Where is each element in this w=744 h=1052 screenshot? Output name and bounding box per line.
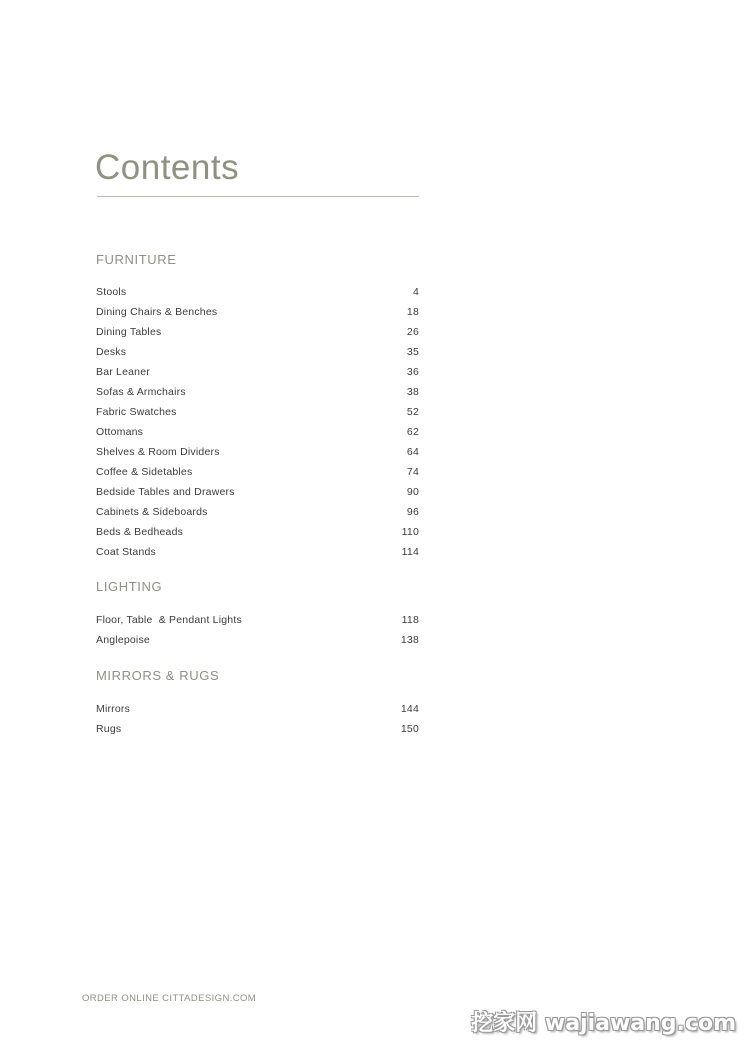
toc-entry-page: 138 bbox=[400, 634, 419, 646]
toc-entry-page: 52 bbox=[406, 406, 419, 418]
toc-entry[interactable] bbox=[96, 402, 419, 422]
toc-entry-page: 26 bbox=[406, 326, 419, 338]
toc-entry-label: Stools bbox=[96, 286, 127, 298]
toc-entry-label: Coat Stands bbox=[96, 546, 156, 558]
toc-entry-label: Shelves & Room Dividers bbox=[96, 446, 220, 458]
toc-entry-label: Ottomans bbox=[96, 426, 144, 438]
toc-entry[interactable] bbox=[96, 630, 419, 650]
section-heading-furniture: FURNITURE bbox=[96, 252, 177, 267]
toc-entry-label: Dining Tables bbox=[96, 326, 162, 338]
section-heading-lighting: LIGHTING bbox=[96, 579, 163, 594]
toc-entry-page: 74 bbox=[406, 466, 419, 478]
toc-entry-page: 35 bbox=[406, 346, 419, 358]
toc-entry[interactable] bbox=[96, 522, 419, 542]
toc-entry[interactable] bbox=[96, 342, 419, 362]
toc-entry-label: Sofas & Armchairs bbox=[96, 386, 186, 398]
toc-entry-label: Cabinets & Sideboards bbox=[96, 506, 208, 518]
toc-entry-page: 36 bbox=[406, 366, 419, 378]
toc-entry-page: 4 bbox=[412, 286, 419, 298]
toc-list-lighting bbox=[96, 610, 419, 650]
toc-entry[interactable] bbox=[96, 699, 419, 719]
toc-entry[interactable] bbox=[96, 422, 419, 442]
toc-entry[interactable] bbox=[96, 382, 419, 402]
toc-entry-page: 18 bbox=[406, 306, 419, 318]
toc-list-mirrors-rugs bbox=[96, 699, 419, 739]
toc-entry[interactable] bbox=[96, 462, 419, 482]
toc-entry[interactable] bbox=[96, 302, 419, 322]
toc-entry-label: Floor, Table & Pendant Lights bbox=[96, 614, 242, 626]
toc-entry-label: Fabric Swatches bbox=[96, 406, 177, 418]
section-heading-mirrors-rugs: MIRRORS & RUGS bbox=[96, 668, 220, 683]
toc-entry-page: 114 bbox=[401, 546, 419, 558]
toc-entry-page: 90 bbox=[406, 486, 419, 498]
toc-entry[interactable] bbox=[96, 610, 419, 630]
toc-entry[interactable] bbox=[96, 282, 419, 302]
toc-entry-label: Anglepoise bbox=[96, 634, 150, 646]
toc-entry-page: 144 bbox=[400, 703, 419, 715]
footer-order-online[interactable]: ORDER ONLINE CITTADESIGN.COM bbox=[82, 993, 257, 1004]
title-divider bbox=[97, 196, 419, 197]
toc-entry-page: 64 bbox=[406, 446, 419, 458]
toc-entry[interactable] bbox=[96, 362, 419, 382]
toc-list-furniture bbox=[96, 282, 419, 562]
toc-entry[interactable] bbox=[96, 482, 419, 502]
toc-entry-label: Dining Chairs & Benches bbox=[96, 306, 218, 318]
toc-entry-label: Desks bbox=[96, 346, 127, 358]
toc-entry-page: 110 bbox=[401, 526, 419, 538]
toc-entry-page: 38 bbox=[406, 386, 419, 398]
page-title: Contents bbox=[95, 148, 240, 187]
toc-entry-page: 150 bbox=[400, 723, 419, 735]
toc-entry[interactable] bbox=[96, 719, 419, 739]
toc-entry-page: 118 bbox=[401, 614, 419, 626]
toc-entry-page: 96 bbox=[406, 506, 419, 518]
toc-entry-label: Rugs bbox=[96, 723, 122, 735]
toc-entry[interactable] bbox=[96, 442, 419, 462]
toc-entry[interactable] bbox=[96, 502, 419, 522]
toc-entry-label: Mirrors bbox=[96, 703, 131, 715]
toc-entry[interactable] bbox=[96, 322, 419, 342]
toc-entry-label: Bedside Tables and Drawers bbox=[96, 486, 235, 498]
watermark: 挖家网 wajiawang.com bbox=[471, 1011, 736, 1036]
toc-entry-page: 62 bbox=[406, 426, 419, 438]
toc-entry-label: Beds & Bedheads bbox=[96, 526, 184, 538]
toc-entry-label: Coffee & Sidetables bbox=[96, 466, 193, 478]
toc-entry-label: Bar Leaner bbox=[96, 366, 150, 378]
toc-entry[interactable] bbox=[96, 542, 419, 562]
